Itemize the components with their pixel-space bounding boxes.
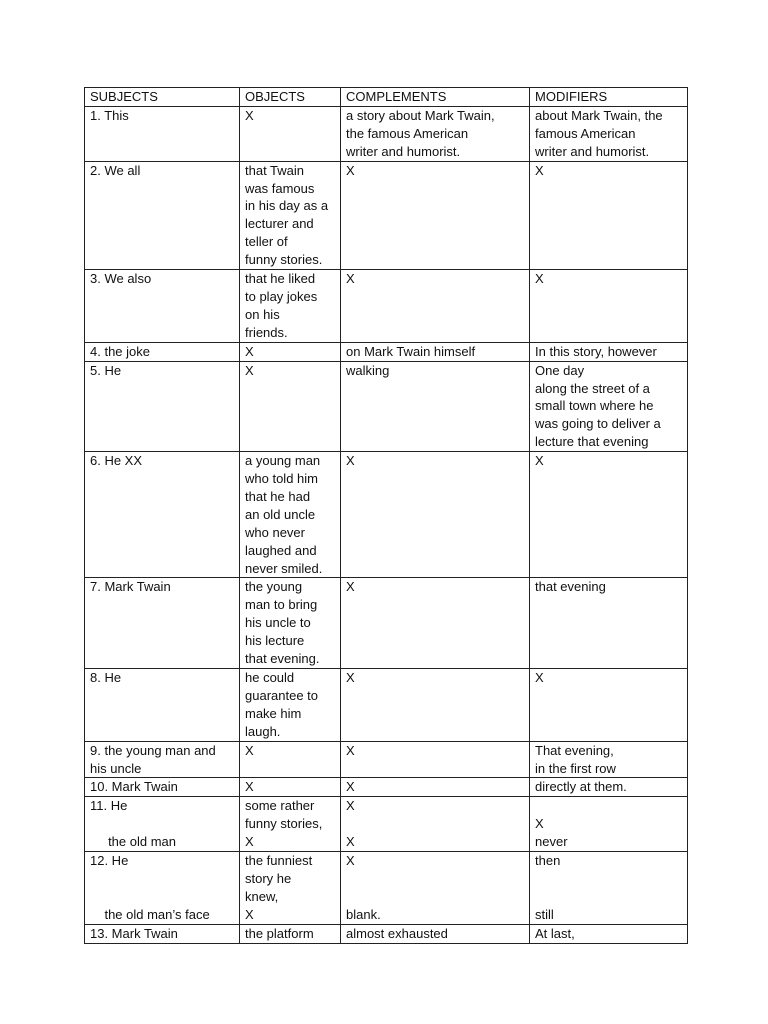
table-body <box>85 106 688 943</box>
complements-cell <box>341 852 530 925</box>
complements-cell <box>341 578 530 669</box>
objects-cell <box>240 924 341 943</box>
cell-text-line: the funniest <box>245 853 313 869</box>
objects-cell <box>240 669 341 742</box>
modifiers-cell <box>530 741 688 778</box>
cell-text-line: writer and humorist. <box>346 143 461 159</box>
cell-text-line: X <box>245 362 254 378</box>
cell-text-line: 9. the young man and <box>90 742 216 758</box>
cell-text-line: X <box>346 779 355 795</box>
cell-text-line: X <box>535 453 544 469</box>
subjects-cell <box>85 797 240 852</box>
subjects-cell <box>85 778 240 797</box>
cell-text-line: a story about Mark Twain, <box>346 107 495 123</box>
complements-cell <box>341 361 530 452</box>
cell-text-line: the famous American <box>346 125 469 141</box>
table-row <box>85 797 688 852</box>
cell-text-line: never smiled. <box>245 560 323 576</box>
header-modifiers: MODIFIERS <box>530 88 688 107</box>
objects-cell <box>240 161 341 269</box>
cell-text-line: who told him <box>245 471 318 487</box>
cell-text-line: his uncle to <box>245 615 311 631</box>
cell-text-line: funny stories. <box>245 252 323 268</box>
cell-text-line: laugh. <box>245 723 281 739</box>
subjects-cell <box>85 342 240 361</box>
cell-text-line: an old uncle <box>245 506 316 522</box>
subjects-cell <box>85 741 240 778</box>
table-row <box>85 741 688 778</box>
complements-cell <box>341 452 530 578</box>
cell-text-line <box>90 870 234 888</box>
cell-text-line: small town where he <box>535 398 654 414</box>
subjects-cell <box>85 669 240 742</box>
cell-text-line: 7. Mark Twain <box>90 579 171 595</box>
cell-text-line: the platform <box>245 925 314 941</box>
objects-cell <box>240 778 341 797</box>
cell-text-line: X <box>245 343 254 359</box>
cell-text-line: X <box>245 906 254 922</box>
cell-text-line <box>535 888 682 906</box>
cell-text-line: 6. He XX <box>90 453 143 469</box>
table-row <box>85 161 688 269</box>
cell-text-line: that evening. <box>245 651 320 667</box>
cell-text-line: X <box>535 162 544 178</box>
objects-cell <box>240 342 341 361</box>
cell-text-line: X <box>346 834 355 850</box>
cell-text-line: his lecture <box>245 633 305 649</box>
cell-text-line: that Twain <box>245 162 305 178</box>
cell-text-line: a young man <box>245 453 321 469</box>
cell-text-line: 4. the joke <box>90 343 150 359</box>
subjects-cell <box>85 161 240 269</box>
cell-text-line: X <box>245 779 254 795</box>
cell-text-line: At last, <box>535 925 575 941</box>
modifiers-cell <box>530 778 688 797</box>
table-row <box>85 452 688 578</box>
modifiers-cell <box>530 452 688 578</box>
cell-text-line: in his day as a <box>245 198 329 214</box>
objects-cell <box>240 741 341 778</box>
header-complements: COMPLEMENTS <box>341 88 530 107</box>
cell-text-line: funny stories, <box>245 816 323 832</box>
cell-text-line: guarantee to <box>245 687 319 703</box>
cell-text-line: 8. He <box>90 670 122 685</box>
modifiers-cell <box>530 342 688 361</box>
complements-cell <box>341 924 530 943</box>
cell-text-line: never <box>535 834 568 850</box>
cell-text-line: some rather <box>245 798 315 814</box>
cell-text-line: teller of <box>245 234 288 250</box>
complements-cell <box>341 797 530 852</box>
cell-text-line: then <box>535 853 561 869</box>
subjects-cell <box>85 106 240 161</box>
table-row <box>85 106 688 161</box>
header-row <box>85 88 688 107</box>
cell-text-line: the young <box>245 579 303 595</box>
table-row <box>85 578 688 669</box>
complements-cell <box>341 270 530 343</box>
cell-text-line: In this story, however <box>535 343 657 359</box>
complements-cell <box>341 741 530 778</box>
cell-text-line: laughed and <box>245 542 317 558</box>
cell-text-line: that he liked <box>245 271 316 287</box>
cell-text-line: 2. We all <box>90 162 141 178</box>
subjects-cell <box>85 452 240 578</box>
modifiers-cell <box>530 106 688 161</box>
cell-text-line: knew, <box>245 888 279 904</box>
cell-text-line: X <box>245 742 254 758</box>
cell-text-line: blank. <box>346 906 381 922</box>
table-row <box>85 924 688 943</box>
sentence-analysis-table <box>84 87 688 944</box>
cell-text-line: X <box>346 853 355 869</box>
cell-text-line <box>346 815 524 833</box>
objects-cell <box>240 852 341 925</box>
modifiers-cell <box>530 852 688 925</box>
cell-text-line: who never <box>245 524 305 540</box>
cell-text-line: X <box>535 271 544 287</box>
cell-text-line: X <box>346 798 355 814</box>
cell-text-line: X <box>535 816 544 832</box>
cell-text-line: 11. He <box>90 798 128 814</box>
cell-text-line <box>346 870 524 888</box>
cell-text-line: 1. This <box>90 107 129 123</box>
cell-text-line: X <box>346 271 355 287</box>
cell-text-line: on Mark Twain himself <box>346 343 476 359</box>
cell-text-line: X <box>346 579 355 595</box>
objects-cell <box>240 452 341 578</box>
objects-cell <box>240 797 341 852</box>
complements-cell <box>341 106 530 161</box>
modifiers-cell <box>530 361 688 452</box>
cell-text-line: walking <box>346 362 390 378</box>
cell-text-line <box>90 815 234 833</box>
cell-text-line: man to bring <box>245 597 318 613</box>
cell-text-line: the old man <box>90 834 176 850</box>
modifiers-cell <box>530 797 688 852</box>
modifiers-cell <box>530 578 688 669</box>
cell-text-line: friends. <box>245 324 288 340</box>
subjects-cell <box>85 270 240 343</box>
cell-text-line: about Mark Twain, the <box>535 107 663 123</box>
subjects-cell <box>85 852 240 925</box>
cell-text-line: X <box>535 670 544 685</box>
cell-text-line: the old man’s face <box>90 906 210 922</box>
subjects-cell <box>85 924 240 943</box>
header-subjects: SUBJECTS <box>85 88 240 107</box>
cell-text-line: make him <box>245 705 302 721</box>
cell-text-line: still <box>535 906 554 922</box>
subjects-cell <box>85 578 240 669</box>
cell-text-line: directly at them. <box>535 779 627 795</box>
table-row <box>85 778 688 797</box>
complements-cell <box>341 778 530 797</box>
cell-text-line <box>535 870 682 888</box>
cell-text-line: was famous <box>245 180 315 196</box>
modifiers-cell <box>530 924 688 943</box>
cell-text-line: was going to deliver a <box>535 416 661 432</box>
cell-text-line: 13. Mark Twain <box>90 925 178 941</box>
table-row <box>85 669 688 742</box>
cell-text-line <box>535 797 682 815</box>
cell-text-line <box>346 888 524 906</box>
cell-text-line: X <box>346 742 355 758</box>
cell-text-line: X <box>346 162 355 178</box>
cell-text-line: he could <box>245 670 295 685</box>
objects-cell <box>240 578 341 669</box>
table-row <box>85 342 688 361</box>
subjects-cell <box>85 361 240 452</box>
table-row <box>85 361 688 452</box>
cell-text-line: almost exhausted <box>346 925 448 941</box>
cell-text-line: on his <box>245 306 280 322</box>
table-row <box>85 852 688 925</box>
complements-cell <box>341 161 530 269</box>
objects-cell <box>240 106 341 161</box>
modifiers-cell <box>530 669 688 742</box>
cell-text-line: story he <box>245 870 292 886</box>
cell-text-line: lecture that evening <box>535 434 649 450</box>
modifiers-cell <box>530 270 688 343</box>
cell-text-line: writer and humorist. <box>535 143 650 159</box>
complements-cell <box>341 669 530 742</box>
cell-text-line: along the street of a <box>535 380 650 396</box>
table-row <box>85 270 688 343</box>
complements-cell <box>341 342 530 361</box>
cell-text-line: in the first row <box>535 760 616 776</box>
cell-text-line: 10. Mark Twain <box>90 779 178 795</box>
cell-text-line: X <box>346 670 355 685</box>
cell-text-line <box>90 888 234 906</box>
cell-text-line: X <box>245 834 254 850</box>
modifiers-cell <box>530 161 688 269</box>
cell-text-line: to play jokes <box>245 288 318 304</box>
header-objects: OBJECTS <box>240 88 341 107</box>
cell-text-line: 5. He <box>90 362 122 378</box>
cell-text-line: X <box>346 453 355 469</box>
cell-text-line: his uncle <box>90 760 142 776</box>
cell-text-line: lecturer and <box>245 216 314 232</box>
cell-text-line: 3. We also <box>90 271 152 287</box>
cell-text-line: that evening <box>535 579 606 595</box>
cell-text-line: that he had <box>245 488 311 504</box>
cell-text-line: X <box>245 107 254 123</box>
objects-cell <box>240 361 341 452</box>
cell-text-line: famous American <box>535 125 636 141</box>
cell-text-line: One day <box>535 362 585 378</box>
objects-cell <box>240 270 341 343</box>
cell-text-line: 12. He <box>90 853 129 869</box>
cell-text-line: That evening, <box>535 742 614 758</box>
